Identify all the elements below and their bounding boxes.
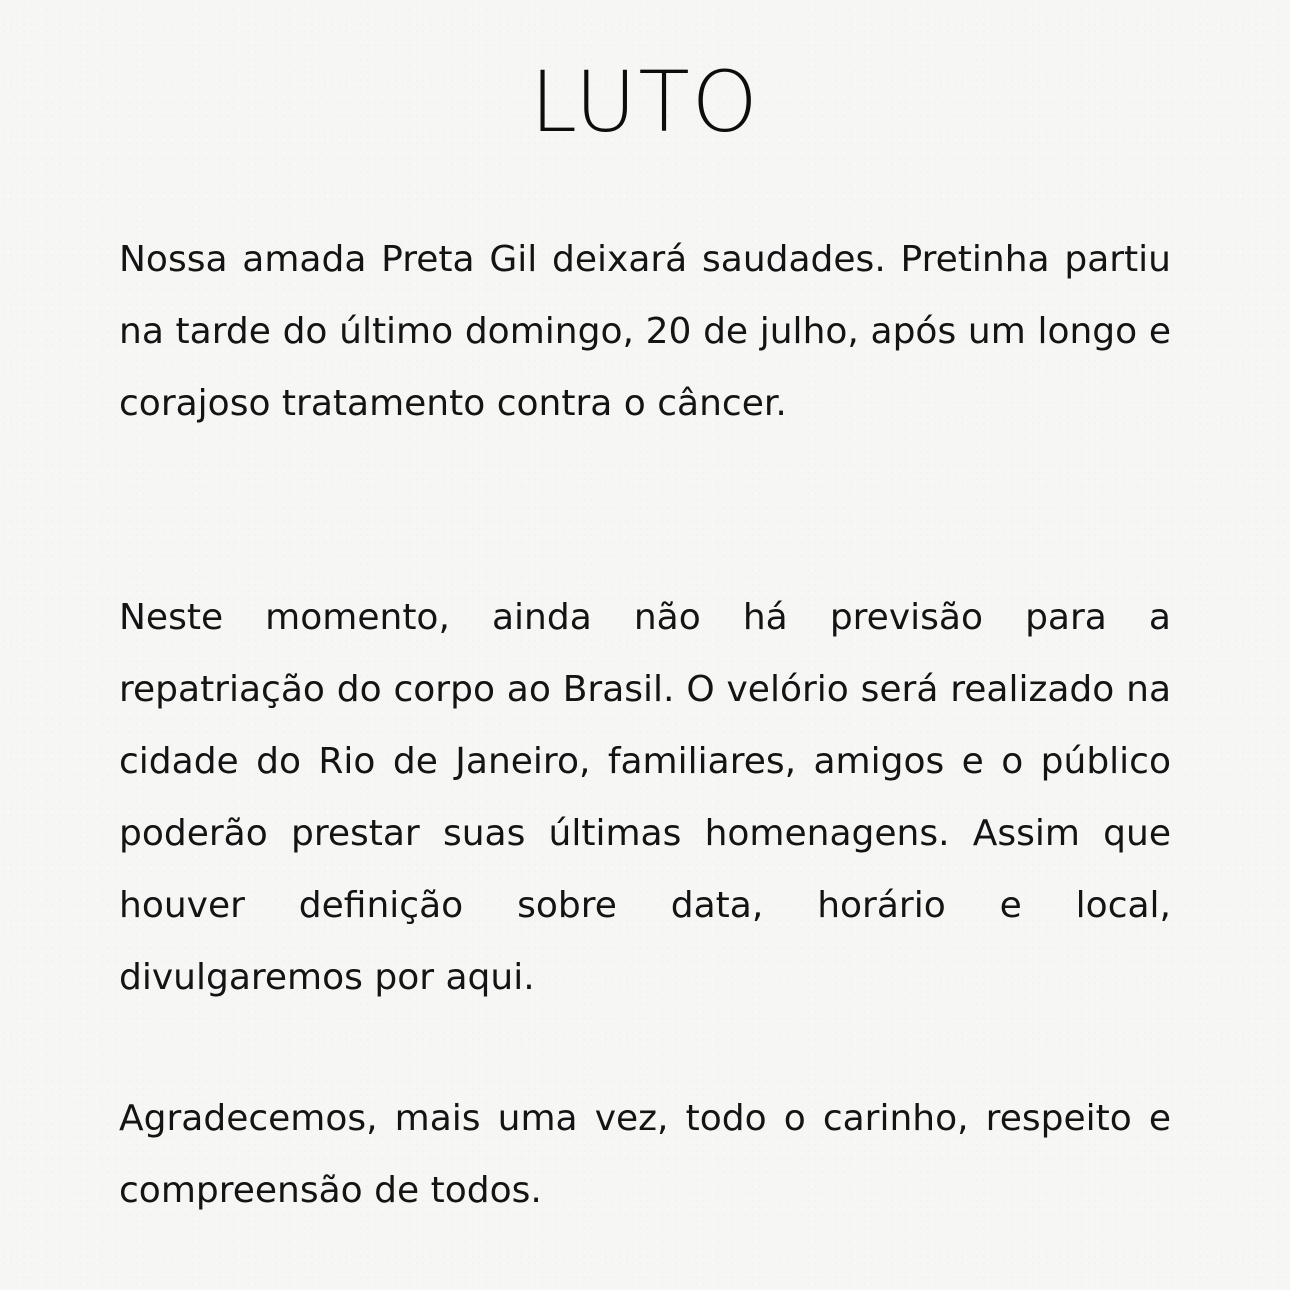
paragraph-thanks: Agradecemos, mais uma vez, todo o carinho, respeito e compreensão de todos. [119, 1098, 1171, 1211]
paragraph-funeral-info: Neste momento, ainda não há previsão para a repatriação do corpo ao Brasil. O velório será realizado na cidade do Rio de Janeiro, familiares, amigos e o público poderão prestar suas últimas homenagens. Assim que houver definição sobre data, horário e local, divulgaremos por aqui. [119, 597, 1171, 998]
paragraph-announcement: Nossa amada Preta Gil deixará saudades. Pretinha partiu na tarde do último domingo, 20 de julho, após um longo e corajoso tratamento contra o câncer. [119, 239, 1171, 424]
notice-title: LUTO [530, 53, 760, 151]
